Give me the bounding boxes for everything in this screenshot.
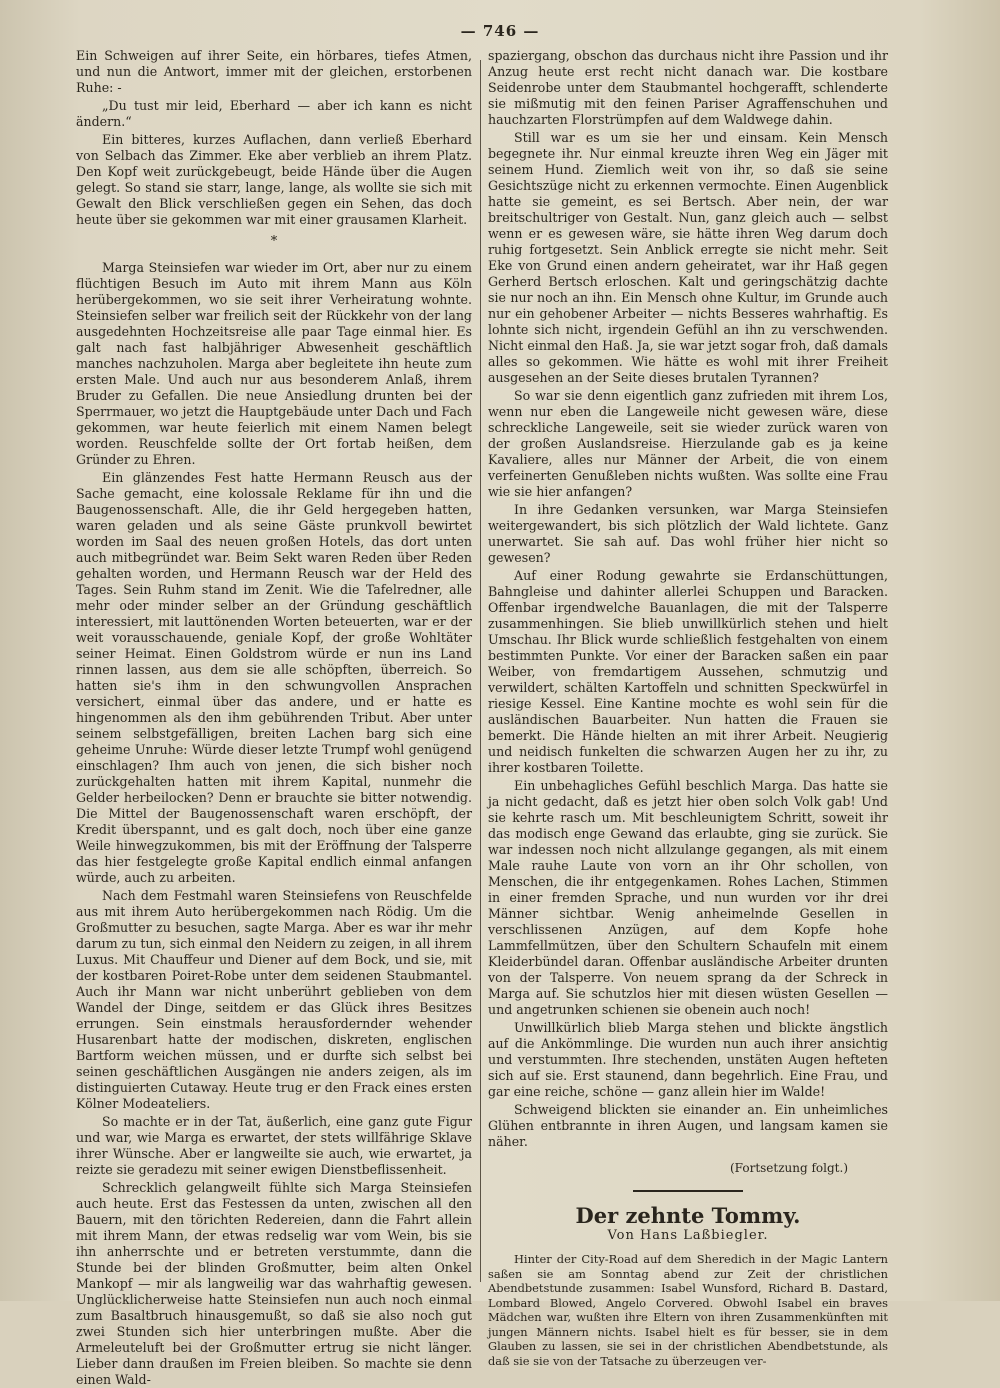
story-divider	[633, 1190, 743, 1192]
paragraph: Still war es um sie her und einsam. Kein Mensch begegnete ihr. Nur einmal kreuzte ihren Weg ein Jäger mit seinem Hund. Ziemlich weit von ihr, so daß sie seine Gesichtszüge nicht zu erkennen vermochte. Einen Augenblick hatte sie gemeint, es sei Bertsch. Aber nein, der war breitschultriger von Gestalt. Nun, ganz gleich auch — selbst wenn er es gewesen wäre, sie hätte ihren Weg darum doch ruhig fortgesetzt. Sein Anblick erregte sie nicht mehr. Seit Eke von Grund einen andern geheiratet, war ihr Haß gegen Gerherd Bertsch erloschen. Kalt und geringschätzig dachte sie nur noch an ihn. Ein Mensch ohne Kultur, im Grunde auch nur ein gehobener Arbeiter — nichts Besseres wahrhaftig. Es lohnte sich nicht, irgendein Gefühl an ihn zu verschwenden. Nicht einmal den Haß. Ja, sie war jetzt sogar froh, daß damals alles so gekommen. Wie hätte es wohl mit ihrer Freiheit ausgesehen an der Seite dieses brutalen Tyrannen?	[488, 130, 888, 385]
column-divider	[480, 60, 481, 1282]
story-title: Der zehnte Tommy.	[575, 1203, 801, 1228]
paragraph: spaziergang, obschon das durchaus nicht ihre Passion und ihr Anzug heute erst recht nicht danach war. Die kostbare Seidenrobe unter dem Staubmantel hochgerafft, schlenderte sie mißmutig mit den feinen Pariser Agraffenschuhen und hauchzarten Florstrümpfen auf dem Waldwege dahin.	[488, 48, 888, 127]
story-author: Von Hans Laßbiegler.	[607, 1228, 769, 1243]
continuation-note: (Fortsetzung folgt.)	[730, 1161, 848, 1175]
paragraph: Nach dem Festmahl waren Steinsiefens von Reuschfelde aus mit ihrem Auto herübergekommen nach Rödig. Um die Großmutter zu besuchen, sagte Marga. Aber es war ihr mehr darum zu tun, sich einmal den Neidern zu zeigen, in all ihrem Luxus. Mit Chauffeur und Diener auf dem Bock, und sie, mit der kostbaren Poiret-Robe unter dem seidenen Staubmantel. Auch ihr Mann war nicht unberührt geblieben von dem Wandel der Dinge, seitdem er das Glück ihres Besitzes errungen. Sein einstmals herausfordernder wehender Husarenbart hatte der modischen, diskreten, englischen Bartform weichen müssen, und er durfte sich selbst bei seinen geschäftlichen Ausgängen nie anders zeigen, als im distinguierten Cutaway. Heute trug er den Frack eines ersten Kölner Modeateliers.	[76, 888, 472, 1111]
right-column	[488, 48, 888, 1368]
paragraph: In ihre Gedanken versunken, war Marga Steinsiefen weitergewandert, bis sich plötzlich der Wald lichtete. Ganz unerwartet. Sie sah auf. Das wohl früher hier nicht so gewesen?	[488, 502, 888, 565]
paragraph: Ein bitteres, kurzes Auflachen, dann verließ Eberhard von Selbach das Zimmer. Eke aber verblieb an ihrem Platz. Den Kopf weit zurückgebeugt, beide Hände über die Augen gelegt. So stand sie starr, lange, lange, als wollte sie sich mit Gewalt den Blick verschließen gegen ein Sehen, das doch heute über sie gekommen war mit einer grausamen Klarheit.	[76, 132, 472, 227]
story-paragraph: Hinter der City-Road auf dem Sheredich in der Magic Lantern saßen sie am Sonntag abend zur Zeit der christlichen Abendbetstunde zusammen: Isabel Wunsford, Richard B. Dastard, Lombard Blowed, Angelo Corvered. Obwohl Isabel ein braves Mädchen war, wußten ihre Eltern von ihren Zusammenkünften mit jungen Männern nichts. Isabel hielt es für besser, sie in dem Glauben zu lassen, sie sei in der christlichen Abendbetstunde, als daß sie sie von der Tatsache zu überzeugen ver-	[488, 1252, 888, 1368]
paragraph: So machte er in der Tat, äußerlich, eine ganz gute Figur und war, wie Marga es erwartet, der stets willfährige Sklave ihrer Wünsche. Aber er langweilte sie auch, wie erwartet, ja reizte sie geradezu mit seiner ewigen Dienstbeflissenheit.	[76, 1114, 472, 1177]
paragraph: Ein Schweigen auf ihrer Seite, ein hörbares, tiefes Atmen, und nun die Antwort, immer mit der gleichen, erstorbenen Ruhe: -	[76, 48, 472, 95]
section-separator: *	[270, 234, 278, 249]
left-column	[76, 48, 472, 1387]
paragraph: Unwillkürlich blieb Marga stehen und blickte ängstlich auf die Ankömmlinge. Die wurden nun auch ihrer ansichtig und verstummten. Ihre stechenden, unstäten Augen hefteten sich auf sie. Erst staunend, dann begehrlich. Eine Frau, und gar eine reiche, schöne — ganz allein hier im Walde!	[488, 1020, 888, 1099]
paragraph: Schrecklich gelangweilt fühlte sich Marga Steinsiefen auch heute. Erst das Festessen da unten, zwischen all den Bauern, mit den törichten Redereien, dann die Fahrt allein mit ihrem Mann, der etwas redselig war vom Wein, bis sie ihn anherrschte und er betreten verstummte, dann die Stunde bei der blinden Großmutter, beim alten Onkel Mankopf — mir als langweilig war das wahrhaftig gewesen. Unglücklicherweise hatte Steinsiefen nun auch noch einmal zum Basaltbruch hinausgemußt, so daß sie also noch gut zwei Stunden sich hier unterbringen mußte. Aber die Armeleuteluft bei der Großmutter ertrug sie nicht länger. Lieber dann draußen im Freien bleiben. So machte sie denn einen Wald-	[76, 1180, 472, 1387]
paragraph: Ein glänzendes Fest hatte Hermann Reusch aus der Sache gemacht, eine kolossale Reklame für ihn und die Baugenossenschaft. Alle, die ihr Geld hergegeben hatten, waren geladen und als seine Gäste prunkvoll bewirtet worden im Saal des neuen großen Hotels, das dort unten auch mitbegründet war. Beim Sekt waren Reden über Reden gehalten worden, und Hermann Reusch war der Held des Tages. Sein Ruhm stand im Zenit. Wie die Tafelredner, alle mehr oder minder selber an der Gründung geschäftlich interessiert, mit lauttönenden Worten beteuerten, war er der weit vorausschauende, geniale Kopf, der große Wohltäter seiner Heimat. Einen Goldstrom würde er nun ins Land rinnen lassen, aus dem sie alle schöpften, überreich. So hatten sie's ihm in den schwungvollen Ansprachen versichert, einmal über das andere, und er hatte es hingenommen als den ihm gebührenden Tribut. Aber unter seinem selbstgefälligen, breiten Lachen barg sich eine geheime Unruhe: Würde dieser letzte Trumpf wohl genügend einschlagen? Ihm auch von jenen, die sich bisher noch zurückgehalten hatten mit ihrem Kapital, nunmehr die Gelder herbeilocken? Denn er brauchte sie bitter notwendig. Die Mittel der Baugenossenschaft waren erschöpft, der Kredit überspannt, und es galt doch, noch über eine ganze Weile hinwegzukommen, bis mit der Eröffnung der Talsperre das hier festgelegte große Kapital endlich einmal anfangen würde, auch zu arbeiten.	[76, 470, 472, 885]
paragraph: So war sie denn eigentlich ganz zufrieden mit ihrem Los, wenn nur eben die Langeweile nicht gewesen wäre, diese schreckliche Langeweile, seit sie wieder zurück waren von der großen Auslandsreise. Hierzulande gab es ja keine Kavaliere, alles nur Männer der Arbeit, die von einem verfeinerten Genußleben nichts wußten. Was sollte eine Frau wie sie hier anfangen?	[488, 388, 888, 499]
paragraph: „Du tust mir leid, Eberhard — aber ich kann es nicht ändern.“	[76, 98, 472, 129]
paragraph: Schweigend blickten sie einander an. Ein unheimliches Glühen entbrannte in ihren Augen, und langsam kamen sie näher.	[488, 1102, 888, 1149]
paragraph: Marga Steinsiefen war wieder im Ort, aber nur zu einem flüchtigen Besuch im Auto mit ihrem Mann aus Köln herübergekommen, wo sie seit ihrer Verheiratung wohnte. Steinsiefen selber war freilich seit der Rückkehr von der lang ausgedehnten Hochzeitsreise alle paar Tage einmal hier. Es galt nach fast halbjähriger Abwesenheit geschäftlich manches nachzuholen. Marga aber begleitete ihn heute zum ersten Male. Und auch nur aus besonderem Anlaß, ihrem Bruder zu Gefallen. Die neue Ansiedlung drunten bei der Sperrmauer, wo jetzt die Hauptgebäude unter Dach und Fach gekommen, war heute feierlich mit einem Namen belegt worden. Reuschfelde sollte der Ort fortab heißen, dem Gründer zu Ehren.	[76, 260, 472, 467]
paragraph: Auf einer Rodung gewahrte sie Erdanschüttungen, Bahngleise und dahinter allerlei Schuppen und Baracken. Offenbar irgendwelche Bauanlagen, die mit der Talsperre zusammenhingen. Sie blieb unwillkürlich stehen und hielt Umschau. Ihr Blick wurde schließlich festgehalten von einem bestimmten Punkte. Vor einer der Baracken saßen ein paar Weiber, von fremdartigem Aussehen, schmutzig und verwildert, schälten Kartoffeln und schnitten Speckwürfel in riesige Kessel. Eine Kantine mochte es wohl sein für die ausländischen Bauarbeiter. Nun hatten die Frauen sie bemerkt. Die Hände hielten an mit ihrer Arbeit. Neugierig und neidisch funkelten die schwarzen Augen her zu ihr, zu ihrer kostbaren Toilette.	[488, 568, 888, 775]
paragraph: Ein unbehagliches Gefühl beschlich Marga. Das hatte sie ja nicht gedacht, daß es jetzt hier oben solch Volk gab! Und sie kehrte rasch um. Mit beschleunigtem Schritt, soweit ihr das modisch enge Gewand das erlaubte, ging sie zurück. Sie war indessen noch nicht allzulange gegangen, als mit einem Male rauhe Laute von vorn an ihr Ohr schollen, von Menschen, die ihr entgegenkamen. Rohes Lachen, Stimmen in einer fremden Sprache, und nun wurden vor ihr drei Männer sichtbar. Wenig anheimelnde Gesellen in verschlissenen Anzügen, auf dem Kopfe hohe Lammfellmützen, über den Schultern Schaufeln mit einem Kleiderbündel daran. Offenbar ausländische Arbeiter drunten von der Talsperre. Von neuem sprang da der Schreck in Marga auf. Sie schutzlos hier mit diesen wüsten Gesellen — und angetrunken schienen sie obenein auch noch!	[488, 778, 888, 1017]
page-number: — 746 —	[460, 22, 540, 40]
